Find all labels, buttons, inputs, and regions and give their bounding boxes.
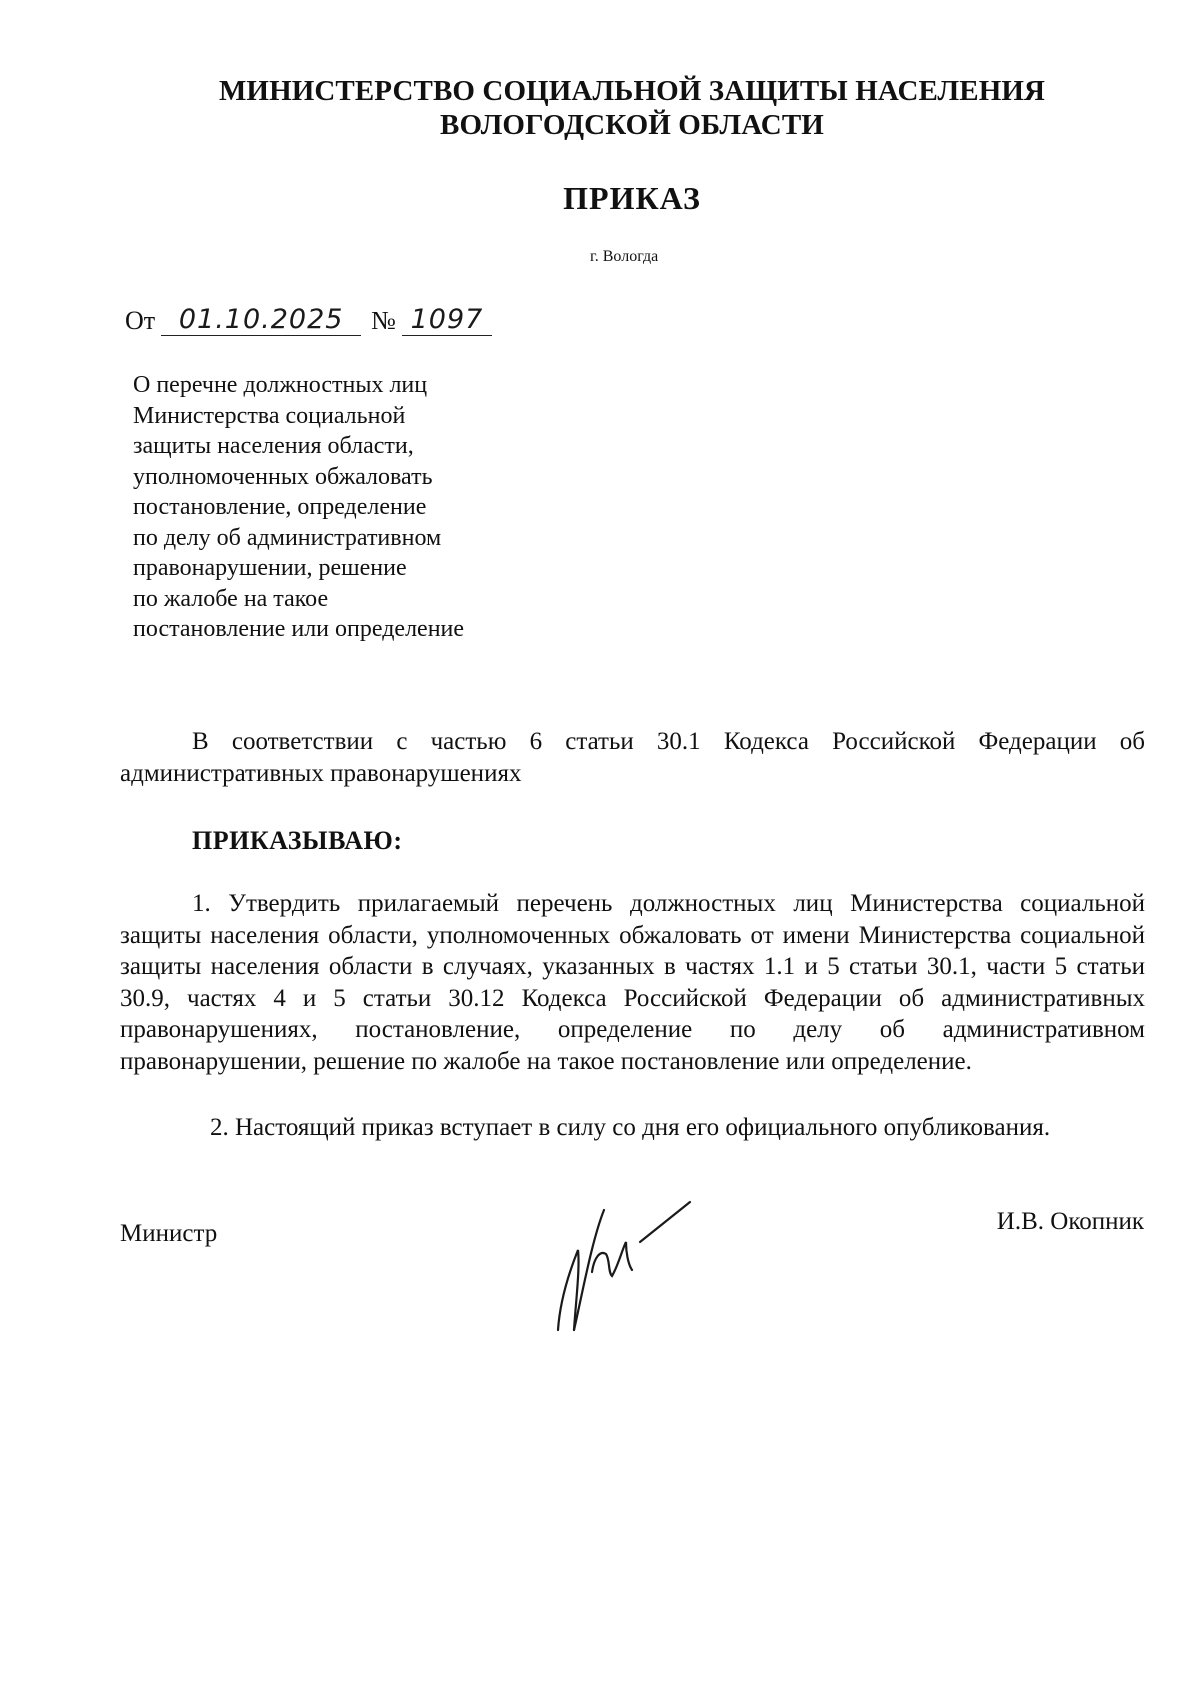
subject-line: по делу об административном (133, 524, 442, 551)
orders-heading: ПРИКАЗЫВАЮ: (192, 826, 403, 855)
order-item-2: 2. Настоящий приказ вступает в силу со дня его официального опубликования. (210, 1114, 1051, 1141)
subject-line: уполномоченных обжаловать (133, 463, 433, 490)
order-number: 1097 (402, 305, 492, 336)
ministry-header-line2: ВОЛОГОДСКОЙ ОБЛАСТИ (440, 109, 824, 141)
order-subject (133, 370, 464, 645)
subject-line: О перечне должностных лиц (133, 372, 428, 398)
signatory-role: Министр (120, 1220, 218, 1247)
date-prefix: От (125, 306, 156, 335)
subject-line: по жалобе на такое (133, 585, 329, 612)
ministry-header-line1: МИНИСТЕРСТВО СОЦИАЛЬНОЙ ЗАЩИТЫ НАСЕЛЕНИЯ (218, 75, 1046, 107)
handwritten-signature (530, 1180, 710, 1340)
subject-line: постановление, определение (133, 494, 427, 520)
subject-line: правонарушении, решение (133, 555, 407, 581)
order-item-1: 1. Утвердить прилагаемый перечень должностных лиц Министерства социальной защиты населения области, уполномоченных обжаловать от имени Министерства социальной защиты населения области в случаях, указанных в частях 1.1 и 5 статьи 30.1, части 5 статьи 30.9, частях 4 и 5 статьи 30.12 Кодекса Российской Федерации об административных правонарушениях, постановление, определение по делу об административном правонарушении, решение по жалобе на такое постановление или определение. (120, 890, 1145, 1075)
subject-line: защиты населения области, (133, 433, 414, 459)
order-date-number-line (125, 305, 492, 336)
number-sign: № (371, 306, 396, 335)
order-date: 01.10.2025 (161, 305, 361, 336)
signatory-name: И.В. Окопник (996, 1208, 1144, 1235)
subject-line: Министерства социальной (133, 402, 406, 429)
ministry-header (0, 74, 1200, 142)
city-label: г. Вологда (590, 248, 659, 265)
document-title: ПРИКАЗ (563, 180, 701, 216)
intro-paragraph: В соответствии с частью 6 статьи 30.1 Кодекса Российской Федерации об административных правонарушениях (120, 728, 1145, 787)
subject-line: постановление или определение (133, 616, 465, 642)
